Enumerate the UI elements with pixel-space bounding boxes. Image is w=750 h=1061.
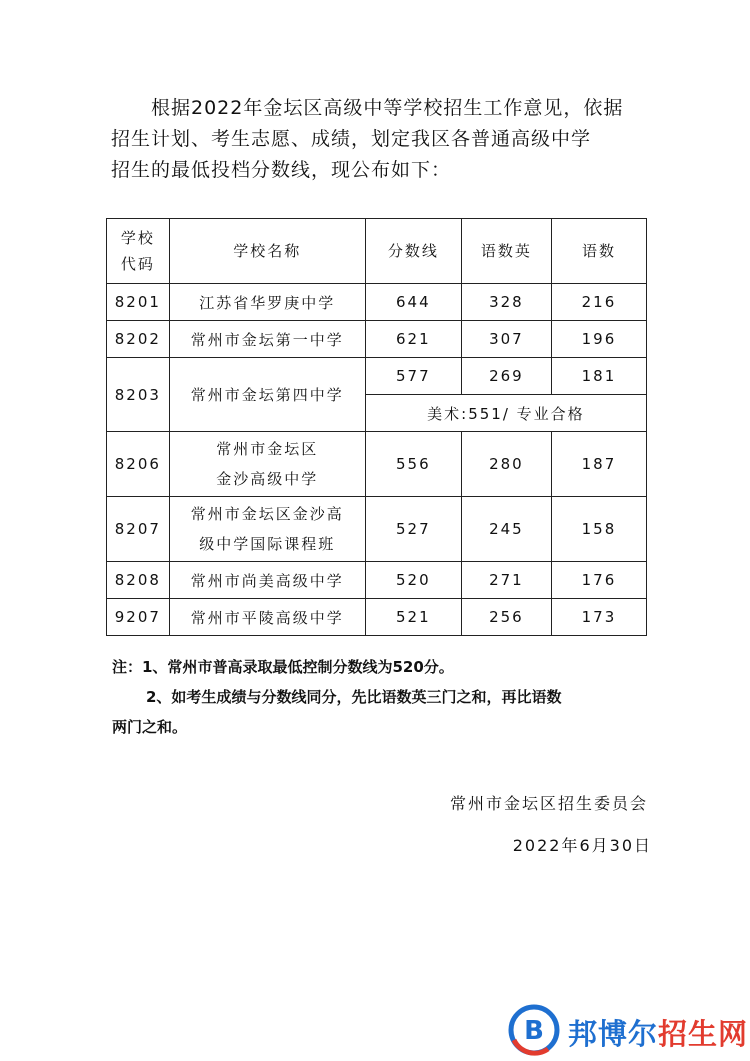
ys-cell: 216 [551,284,646,321]
table-row [107,284,647,321]
school-name-cell: 常州市金坛区金沙高 级中学国际课程班 [169,497,365,562]
yse-cell: 256 [461,599,551,636]
score-table [106,218,647,636]
note-1: 注：1、常州市普高录取最低控制分数线为520分。 [112,658,454,676]
issue-date: 2022年6月30日 [512,836,652,855]
ys-cell: 196 [551,321,646,358]
brand-name-part-1: 邦博尔 [568,1017,659,1051]
table-header-row [107,219,647,284]
ys-cell: 158 [551,497,646,562]
school-code-cell: 8207 [107,497,170,562]
school-code-cell: 8206 [107,432,170,497]
intro-line-1: 根据2022年金坛区高级中等学校招生工作意见，依据 [151,97,624,119]
brand-name-part-2: 招生网 [658,1017,749,1051]
yse-cell: 307 [461,321,551,358]
ys-cell: 176 [551,562,646,599]
brand-logo-icon [508,1004,560,1056]
school-name-cell: 常州市金坛第四中学 [169,358,365,432]
intro-line-2: 招生计划、考生志愿、成绩，划定我区各普通高级中学 [111,128,592,150]
school-code-cell: 8201 [107,284,170,321]
header-chinese-math: 语数 [551,219,646,284]
logo-letter: B [524,1016,544,1046]
notes-section [112,652,642,742]
art-note-cell: 美术:551/ 专业合格 [365,395,646,432]
table-row [107,497,647,562]
school-code-cell: 8208 [107,562,170,599]
header-score-line: 分数线 [365,219,461,284]
school-name-cell: 江苏省华罗庚中学 [169,284,365,321]
score-cell: 527 [365,497,461,562]
ys-cell: 187 [551,432,646,497]
header-school-code: 学校 代码 [107,219,170,284]
yse-cell: 271 [461,562,551,599]
table-row [107,562,647,599]
ys-cell: 173 [551,599,646,636]
issuing-organization: 常州市金坛区招生委员会 [449,794,648,813]
intro-paragraph [111,93,651,186]
school-name-cell: 常州市金坛第一中学 [169,321,365,358]
school-code-cell: 8203 [107,358,170,432]
score-cell: 521 [365,599,461,636]
school-name-cell: 常州市尚美高级中学 [169,562,365,599]
score-cell: 577 [365,358,461,395]
yse-cell: 328 [461,284,551,321]
table-row [107,321,647,358]
header-school-name: 学校名称 [169,219,365,284]
school-name-cell: 常州市平陵高级中学 [169,599,365,636]
school-name-cell: 常州市金坛区 金沙高级中学 [169,432,365,497]
note-2: 2、如考生成绩与分数线同分，先比语数英三门之和，再比语数 [146,688,562,706]
score-cell: 556 [365,432,461,497]
note-2-continuation: 两门之和。 [112,718,188,736]
table-row [107,599,647,636]
yse-cell: 245 [461,497,551,562]
score-cell: 621 [365,321,461,358]
table-row [107,432,647,497]
score-cell: 520 [365,562,461,599]
brand-name [568,1012,748,1053]
header-chinese-math-english: 语数英 [461,219,551,284]
yse-cell: 269 [461,358,551,395]
ys-cell: 181 [551,358,646,395]
score-cell: 644 [365,284,461,321]
signature-block [449,783,652,867]
table-row [107,358,647,395]
site-watermark-logo [508,1000,749,1056]
school-code-cell: 9207 [107,599,170,636]
school-code-cell: 8202 [107,321,170,358]
yse-cell: 280 [461,432,551,497]
intro-line-3: 招生的最低投档分数线，现公布如下： [111,159,452,181]
